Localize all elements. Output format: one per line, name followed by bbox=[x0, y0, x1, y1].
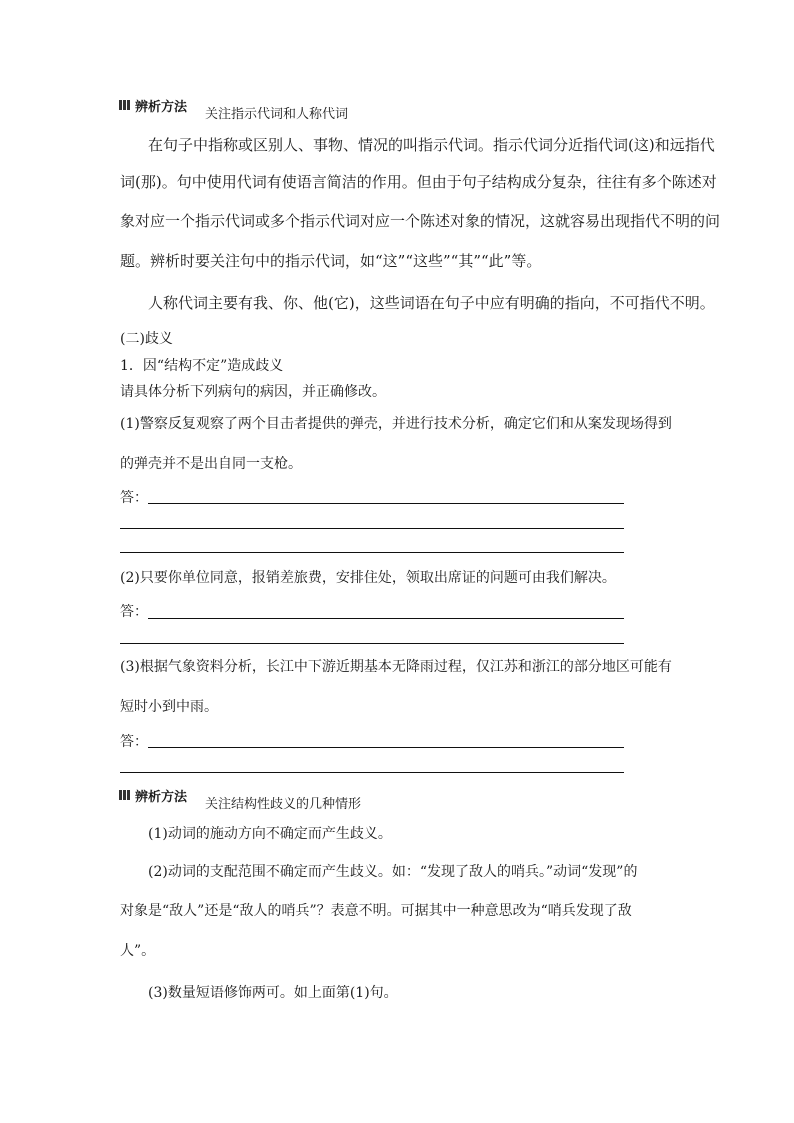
section-label: 辨析方法 bbox=[135, 100, 188, 115]
section-marker-icon bbox=[119, 790, 130, 800]
answer-line[interactable] bbox=[120, 552, 624, 553]
section-title: 关注结构性歧义的几种情形 bbox=[205, 797, 362, 812]
list-item-continued: 对象是“敌人”还是“敌人的哨兵”？表意不明。可据其中一种意思改为“哨兵发现了敌 bbox=[120, 903, 632, 919]
answer-line[interactable] bbox=[120, 772, 624, 773]
list-item: (3)数量短语修饰两可。如上面第(1)句。 bbox=[148, 985, 398, 1001]
answer-label: 答： bbox=[120, 734, 148, 750]
paragraph-line: 象对应一个指示代词或多个指示代词对应一个陈述对象的情况，这就容易出现指代不明的问 bbox=[120, 212, 721, 230]
answer-line[interactable] bbox=[120, 528, 624, 529]
section-title: 关注指示代词和人称代词 bbox=[205, 107, 349, 122]
list-item-continued: 人”。 bbox=[120, 943, 156, 959]
list-item: (1)动词的施动方向不确定而产生歧义。 bbox=[148, 826, 392, 842]
question-line: 短时小到中雨。 bbox=[120, 699, 218, 715]
answer-label: 答： bbox=[120, 604, 148, 620]
part-heading: (二)歧义 bbox=[120, 331, 173, 347]
answer-line[interactable] bbox=[148, 618, 624, 619]
question-line: (1)警察反复观察了两个目击者提供的弹壳，并进行技术分析，确定它们和从案发现场得到 bbox=[120, 416, 672, 432]
answer-label: 答： bbox=[120, 490, 148, 506]
answer-line[interactable] bbox=[148, 747, 624, 748]
sub-heading: 1．因“结构不定”造成歧义 bbox=[120, 358, 284, 374]
paragraph-line: 词(那)。句中使用代词有使语言简洁的作用。但由于句子结构成分复杂，往往有多个陈述对 bbox=[120, 173, 717, 191]
section-label: 辨析方法 bbox=[135, 790, 188, 805]
instruction: 请具体分析下列病句的病因，并正确修改。 bbox=[120, 384, 386, 400]
question-line: (3)根据气象资料分析，长江中下游近期基本无降雨过程，仅江苏和浙江的部分地区可能有 bbox=[120, 659, 672, 675]
paragraph-line: 在句子中指称或区别人、事物、情况的叫指示代词。指示代词分近指代词(这)和远指代 bbox=[148, 136, 715, 154]
list-item: (2)动词的支配范围不确定而产生歧义。如：“发现了敌人的哨兵。”动词“发现”的 bbox=[148, 864, 638, 880]
paragraph: 人称代词主要有我、你、他(它)，这些词语在句子中应有明确的指向，不可指代不明。 bbox=[148, 294, 715, 312]
question-line: 的弹壳并不是出自同一支枪。 bbox=[120, 456, 302, 472]
section-marker-icon bbox=[119, 100, 130, 110]
answer-line[interactable] bbox=[120, 643, 624, 644]
question-line: (2)只要你单位同意，报销差旅费，安排住处，领取出席证的问题可由我们解决。 bbox=[120, 570, 616, 586]
paragraph-line: 题。辨析时要关注句中的指示代词，如“这”“这些”“其”“此”等。 bbox=[120, 252, 542, 270]
answer-line[interactable] bbox=[148, 503, 624, 504]
